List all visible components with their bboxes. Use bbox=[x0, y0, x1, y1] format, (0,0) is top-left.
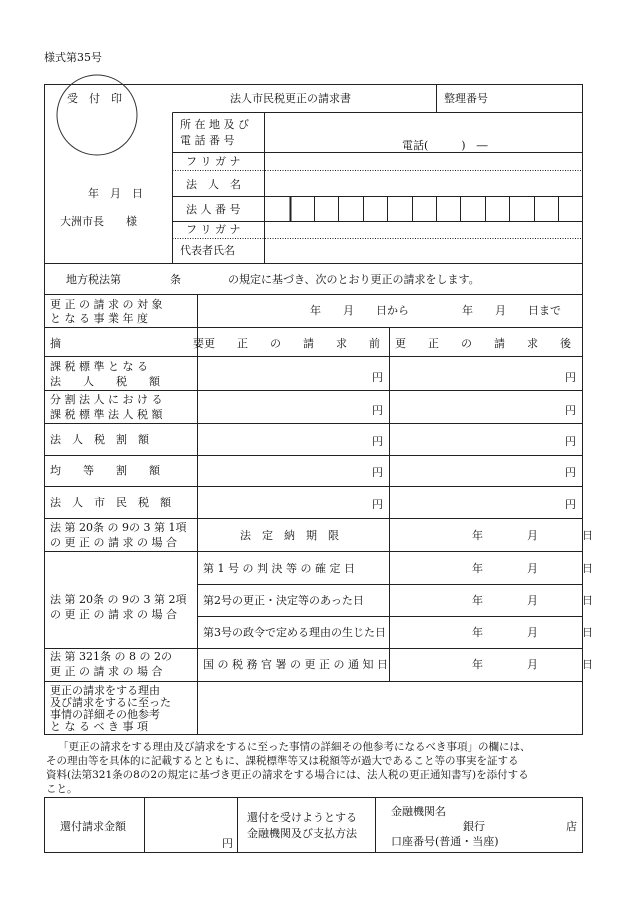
col-summary: 摘 要 bbox=[50, 337, 204, 350]
furigana-label-2: フ リ ガ ナ bbox=[186, 223, 241, 236]
unit-yen: 円 bbox=[565, 466, 576, 479]
unit-yen: 円 bbox=[372, 371, 383, 384]
unit-yen: 円 bbox=[372, 404, 383, 417]
case-b-item: 第2号の更正・決定等のあった日 bbox=[203, 594, 364, 607]
col-after: 更 正 の 請 求 後 bbox=[395, 337, 571, 350]
case-b-label-1: 法 第 20条 の 9の 3 第 2項 bbox=[50, 593, 187, 606]
case-b-date: 年 月 日 bbox=[472, 594, 593, 607]
note-line: こと。 bbox=[46, 783, 78, 795]
form-number: 様式第35号 bbox=[44, 51, 102, 64]
branch-label: 店 bbox=[566, 820, 577, 833]
statement-suffix: の規定に基づき、次のとおり更正の請求をします。 bbox=[228, 273, 480, 286]
phone-field[interactable]: 電話( ) ― bbox=[402, 139, 488, 152]
account-label: 口座番号(普通・当座) bbox=[391, 835, 499, 848]
corp-name-label: 法 人 名 bbox=[186, 178, 241, 191]
furigana-label-1: フ リ ガ ナ bbox=[186, 155, 241, 168]
unit-yen: 円 bbox=[565, 404, 576, 417]
case-c-item: 国 の 税 務 官 署 の 更 正 の 通 知 日 bbox=[203, 658, 388, 671]
row-label: 課 税 標 準 法 人 税 額 bbox=[50, 408, 163, 421]
representative-label: 代表者氏名 bbox=[180, 244, 235, 257]
row-label: 分 割 法 人 に お け る bbox=[50, 393, 163, 406]
reception-stamp-label: 受 付 印 bbox=[67, 92, 122, 105]
unit-yen: 円 bbox=[372, 435, 383, 448]
row-label: 課 税 標 準 と な る bbox=[50, 360, 148, 373]
period-to: 年 月 日まで bbox=[462, 304, 561, 317]
row-label: 法 人 税 割 額 bbox=[50, 433, 149, 446]
unit-yen: 円 bbox=[565, 435, 576, 448]
case-c-date: 年 月 日 bbox=[472, 658, 593, 671]
row-label: 法 人 市 民 税 額 bbox=[50, 496, 171, 509]
note-line: 「更正の請求をする理由及び請求をするに至った事情の詳細その他参考になるべき事項」の欄には、 bbox=[58, 741, 531, 753]
unit-yen: 円 bbox=[372, 466, 383, 479]
address-label-2: 電 話 番 号 bbox=[180, 134, 235, 147]
reason-label-4: と な る べ き 事 項 bbox=[50, 720, 148, 733]
refund-amount-unit: 円 bbox=[222, 837, 233, 850]
statement-article: 条 bbox=[170, 273, 181, 286]
form-title: 法人市民税更正の請求書 bbox=[230, 92, 351, 105]
unit-yen: 円 bbox=[565, 498, 576, 511]
case-a-item: 法 定 納 期 限 bbox=[240, 529, 339, 542]
refund-bank-label-1: 還付を受けようとする bbox=[247, 811, 357, 824]
case-b-label-2: の 更 正 の 請 求 の 場 合 bbox=[50, 608, 177, 621]
reference-number-label: 整理番号 bbox=[444, 92, 488, 105]
period-from: 年 月 日から bbox=[310, 304, 409, 317]
case-a-date: 年 月 日 bbox=[472, 529, 593, 542]
row-label: 法 人 税 額 bbox=[50, 375, 160, 388]
refund-bank-label-2: 金融機関及び支払方法 bbox=[247, 827, 357, 840]
note-line: その理由等を具体的に記載するとともに、課税標準等又は税額等が過大であること等の事実を証する bbox=[46, 755, 519, 767]
refund-amount-label: 還付請求金額 bbox=[60, 820, 126, 833]
col-before: 更 正 の 請 求 前 bbox=[204, 337, 380, 350]
case-a-label-1: 法 第 20条 の 9の 3 第 1項 bbox=[50, 521, 187, 534]
unit-yen: 円 bbox=[372, 498, 383, 511]
period-label-2: と な る 事 業 年 度 bbox=[50, 312, 148, 325]
case-b-date: 年 月 日 bbox=[472, 626, 593, 639]
case-a-label-2: の 更 正 の 請 求 の 場 合 bbox=[50, 536, 177, 549]
case-c-label-2: 更 正 の 請 求 の 場 合 bbox=[50, 665, 163, 678]
statement-prefix: 地方税法第 bbox=[66, 273, 121, 286]
bank-label: 銀行 bbox=[463, 820, 485, 833]
reason-label-1: 更正の請求をする理由 bbox=[50, 684, 160, 697]
case-b-date: 年 月 日 bbox=[472, 562, 593, 575]
note-line: 資料(法第321条の8の2の規定に基づき更正の請求をする場合には、法人税の更正通知書写)を添付する bbox=[46, 769, 529, 781]
unit-yen: 円 bbox=[565, 371, 576, 384]
address-label-1: 所 在 地 及 び bbox=[180, 118, 249, 131]
corp-number-label: 法 人 番 号 bbox=[186, 203, 241, 216]
reason-label-2: 及び請求をするに至った bbox=[50, 696, 171, 709]
case-c-label-1: 法 第 321条 の 8 の 2の bbox=[50, 650, 172, 663]
addressee: 大洲市長 様 bbox=[60, 215, 137, 228]
date-line: 年 月 日 bbox=[88, 187, 143, 200]
case-b-item: 第 1 号 の 判 決 等 の 確 定 日 bbox=[203, 562, 355, 575]
reason-label-3: 事情の詳細その他参考 bbox=[50, 708, 160, 721]
row-label: 均 等 割 額 bbox=[50, 464, 160, 477]
period-label-1: 更 正 の 請 求 の 対 象 bbox=[50, 298, 163, 311]
institution-label: 金融機関名 bbox=[391, 805, 446, 818]
case-b-item: 第3号の政令で定める理由の生じた日 bbox=[203, 626, 386, 639]
